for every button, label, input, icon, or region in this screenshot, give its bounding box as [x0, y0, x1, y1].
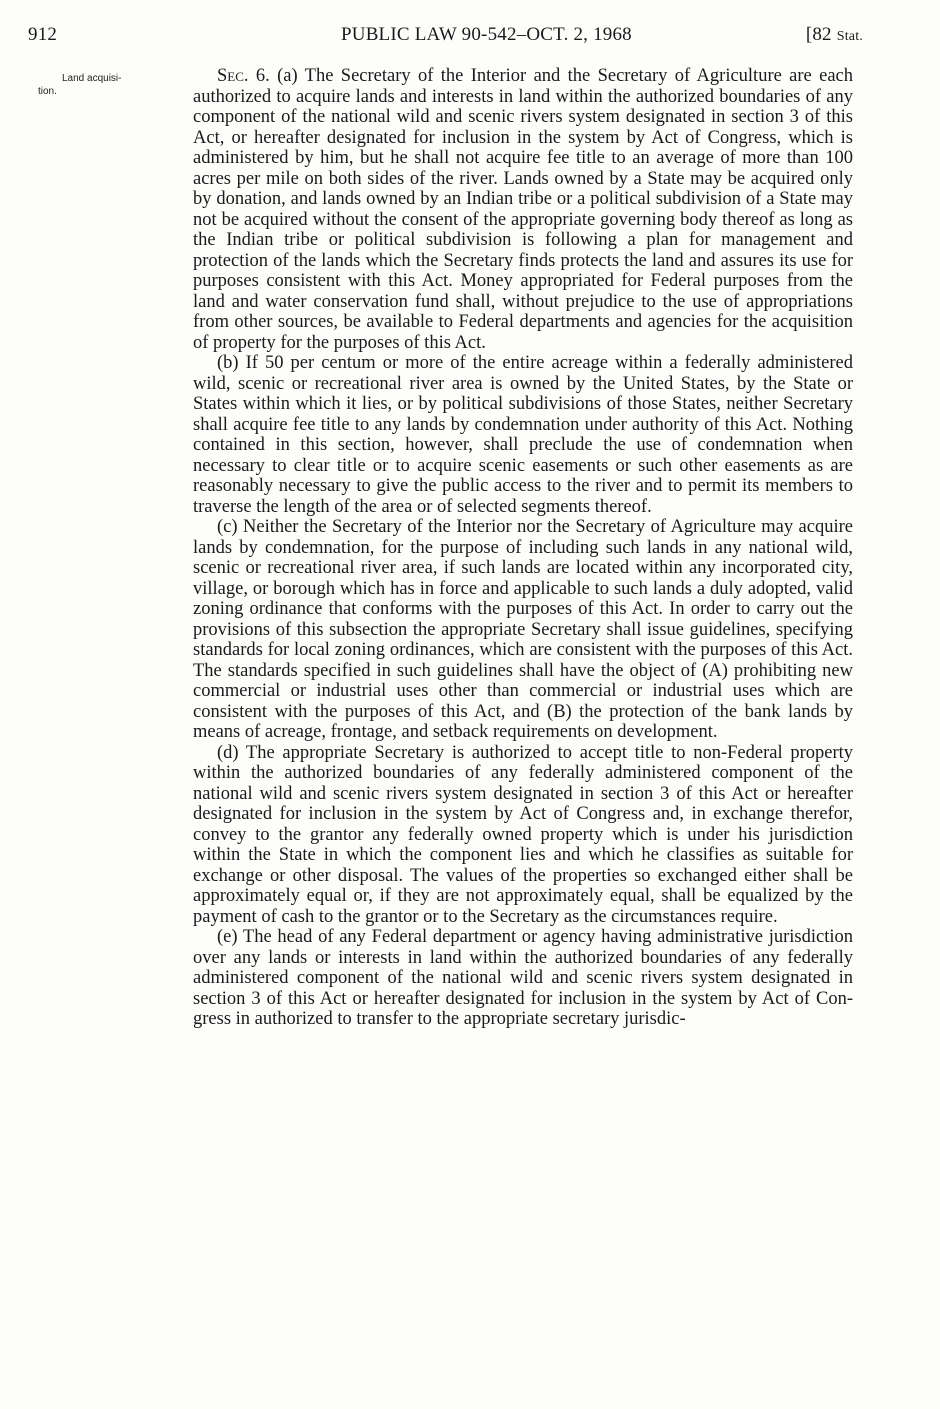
running-title: PUBLIC LAW 90-542–OCT. 2, 1968: [341, 24, 632, 45]
paragraph-d: (d) The appropriate Secretary is authorized to accept title to non-Federal property within the authorized boundaries of any federally administered component of the national wild and scenic rivers system designated in section 3 of this Act or hereafter designated for inclusion in the system by Act of Congress and, in exchange therefor, convey to the grantor any federally owned property which is under his jurisdiction within the State in which the component lies and which he classifies as suitable for exchange or other disposal. The values of the properties so exchanged either shall be approximately equal or, if they are not approximately equal, shall be equalized by the payment of cash to the grantor or to the Secretary as the circumstances require.: [193, 742, 853, 927]
paragraph-a-text: (a) The Secretary of the Interior and the Secretary of Agriculture are each authorized to acquire lands and interests in land within the authorized boundaries of any component of the national wild and scenic rivers system designated in section 3 of this Act, or hereafter designated for inclusion in the system by Act of Congress, which is administered by him, but he shall not acquire fee title to an average of more than 100 acres per mile on both sides of the river. Lands owned by a State may be acquired only by donation, and lands owned by an Indian tribe or a political subdivision of a State may not be acquired without the consent of the appropriate governing body thereof as long as the Indian tribe or political subdivision is following a plan for management and protection of the lands which the Secretary finds protects the land and assures its use for purposes consistent with this Act. Money appropriated for Federal purposes from the land and water conservation fund shall, without prejudice to the use of appropriations from other sources, be available to Federal departments and agencies for the acquisition of property for the purposes of this Act.: [193, 66, 854, 353]
paragraph-a: [193, 66, 853, 353]
paragraph-e: (e) The head of any Federal department or agency having administrative jurisdiction over any lands or interests in land within the authorized boundaries of any federally administered component of the national wild and scenic rivers system designated in section 3 of this Act or hereafter designated for inclusion in the system by Act of Congress in authorized to transfer to the appropriate secretary jurisdic-: [193, 927, 853, 1029]
section-6-body: [193, 66, 853, 1030]
statute-abbrev: Stat.: [836, 29, 863, 44]
margin-note-land-acquisition: [38, 72, 158, 98]
paragraph-c: (c) Neither the Secretary of the Interior nor the Secretary of Agriculture may acquire lands by condemnation, for the purpose of including such lands in any national wild, scenic or recreational river area, if such lands are located within any incorporated city, village, or borough which has in force and applicable to such lands a duly adopted, valid zoning ordinance that conforms with the purposes of this Act. In order to carry out the provisions of this subsection the appropriate Secretary shall issue guidelines, specifying standards for local zoning ordinances, which are consistent with the purposes of this Act. The standards specified in such guidelines shall have the object of (A) prohibiting new commercial or industrial uses other than commercial or industrial uses which are consistent with the purposes of this Act, and (B) the protection of the bank lands by means of acreage, frontage, and setback requirements on development.: [193, 517, 853, 742]
statute-reference: [806, 24, 863, 46]
statute-volume: [82: [805, 24, 832, 45]
margin-note-line-1: Land acquisi-: [62, 73, 122, 84]
page-number: 912: [28, 24, 58, 45]
section-label: Sec. 6.: [217, 66, 270, 86]
page-header: [28, 24, 863, 54]
paragraph-b: (b) If 50 per centum or more of the entire acreage within a federally administered wild, scenic or recreational river area is owned by the United States, by the State or States within which it lies, or by political subdivisions of those States, neither Secretary shall acquire fee title to any lands by condemnation under authority of this Act. Nothing contained in this section, however, shall preclude the use of condemnation when necessary to clear title or to acquire scenic easements or such other easements as are reasonably necessary to give the public access to the river and to permit its members to traverse the length of the area or of selected segments thereof.: [193, 353, 853, 517]
margin-note-line-2: tion.: [38, 86, 57, 97]
